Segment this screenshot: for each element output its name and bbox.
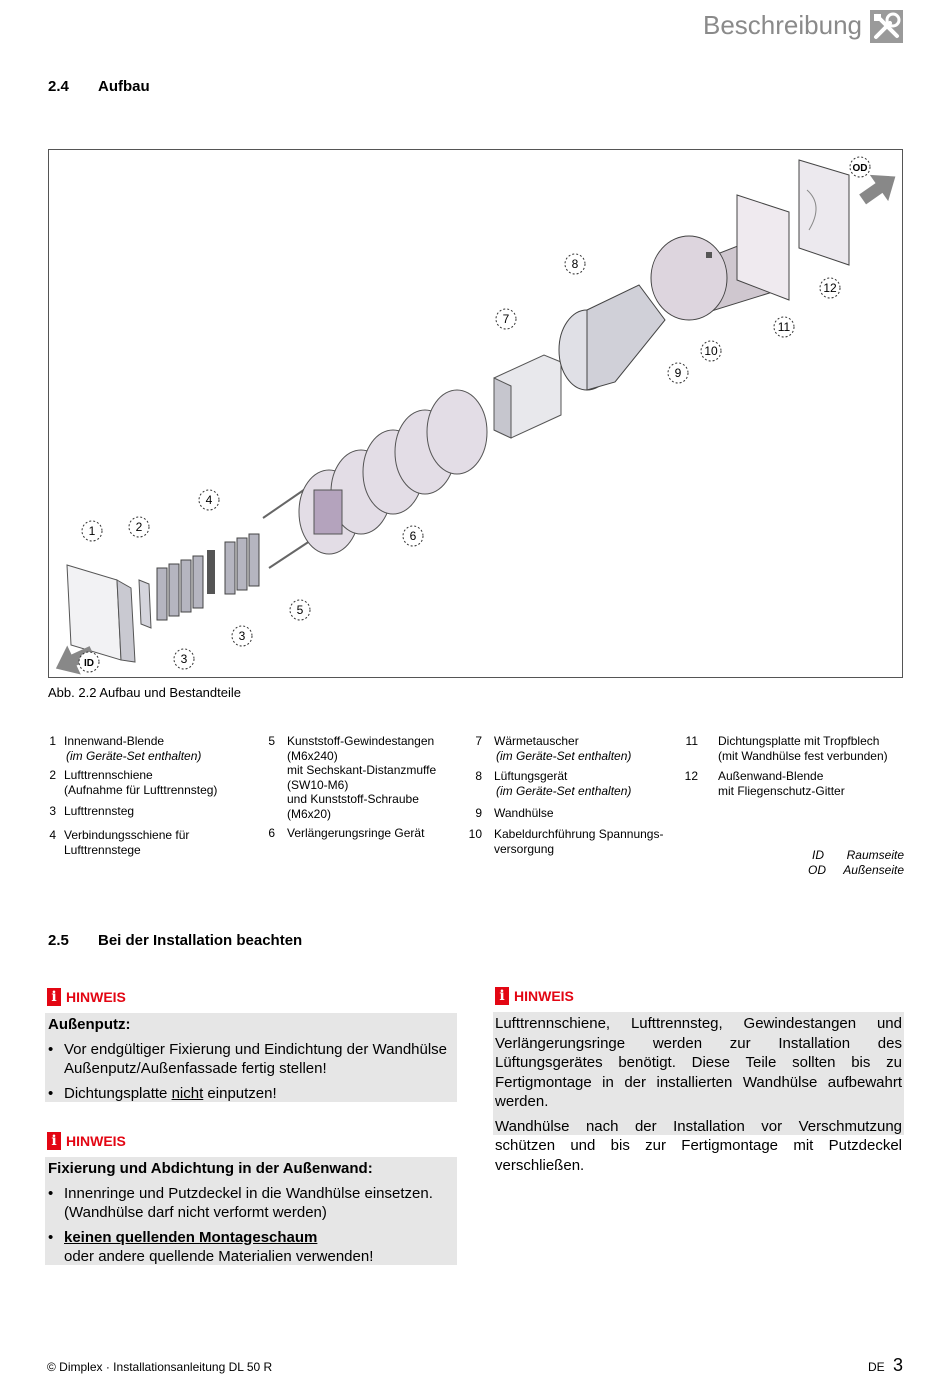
- legend-item: 11 Dichtungsplatte mit Tropfblech (mit Wandhülse fest verbunden): [685, 734, 888, 763]
- svg-text:6: 6: [409, 529, 417, 543]
- footer-copyright: © Dimplex · Installationsanleitung DL 50 R: [47, 1360, 273, 1374]
- note-bullet: • Vor endgültiger Fixierung und Eindichtung der Wandhülse Außenputz/Außenfassade fertig stellen!: [48, 1040, 454, 1079]
- svg-text:ID: ID: [84, 658, 94, 669]
- legend-item: 5 Kunststoff-Gewindestangen (M6x240) mit Sechskant-Distanzmuffe (SW10-M6) und Kunststoff-Schraube (M6x20): [268, 734, 437, 821]
- note-box-storage: [493, 1012, 904, 1174]
- heat-exchanger-part: [494, 355, 561, 438]
- legend-item: 3 Lufttrennsteg: [49, 804, 135, 818]
- svg-text:11: 11: [777, 320, 791, 334]
- legend-item: 2 Lufttrennschiene (Aufnahme für Lufttrennsteg): [49, 768, 218, 797]
- extension-ring-part: [299, 390, 487, 554]
- note-bullet: • Innenringe und Putzdeckel in die Wandhülse einsetzen. (Wandhülse darf nicht verformt werden): [48, 1184, 454, 1223]
- ventilation-unit-part: [559, 285, 665, 390]
- page-number: 3: [893, 1355, 904, 1375]
- inner-wall-cover-part: [67, 565, 135, 662]
- svg-text:10: 10: [704, 344, 718, 358]
- legend-item: 8 Lüftungsgerät (im Geräte-Set enthalten): [475, 769, 632, 798]
- svg-text:4: 4: [205, 493, 213, 507]
- note-title: Fixierung und Abdichtung in der Außenwand:: [48, 1160, 373, 1177]
- exploded-view-figure: [48, 149, 903, 678]
- legend-column-2: [259, 734, 459, 844]
- svg-text:2: 2: [135, 520, 143, 534]
- legend-item: 6 Verlängerungsringe Gerät: [268, 826, 425, 840]
- note-paragraph: Lufttrennschiene, Lufttrennsteg, Gewindestangen und Verlängerungsringe werden zur Installation des Lüftungsgerätes benötigt. Diese Teile sollten bis zu Fertigmontage in der installierten Wandhülse aufbewahrt werden.: [495, 1015, 902, 1110]
- section-title: Bei der Installation beachten: [98, 932, 303, 949]
- svg-text:OD: OD: [852, 163, 868, 174]
- svg-text:5: 5: [296, 603, 304, 617]
- note-bullet: • keinen quellenden Montageschaum oder andere quellende Materialien verwenden!: [48, 1228, 454, 1267]
- air-separation-rail-part: [139, 580, 151, 628]
- info-icon: i: [495, 987, 509, 1005]
- legend-item: 9 Wandhülse: [475, 806, 554, 820]
- callout-6: [403, 526, 423, 546]
- hinweis-label: i HINWEIS: [495, 987, 574, 1005]
- legend-item: 1 Innenwand-Blende (im Geräte-Set enthalten): [49, 734, 202, 763]
- svg-text:12: 12: [823, 281, 837, 295]
- callout-3b: [232, 626, 252, 646]
- svg-text:8: 8: [571, 257, 579, 271]
- callout-7: [496, 309, 516, 329]
- callout-3a: [174, 649, 194, 669]
- legend-item: 7 Wärmetauscher (im Geräte-Set enthalten): [475, 734, 632, 763]
- section-number: 2.5: [48, 932, 69, 949]
- callout-1: [82, 521, 102, 541]
- note-title: Außenputz:: [48, 1016, 131, 1033]
- svg-text:9: 9: [674, 366, 682, 380]
- footer-language: DE: [868, 1360, 885, 1374]
- svg-text:3: 3: [180, 652, 188, 666]
- note-bullet: • Dichtungsplatte nicht einputzen!: [48, 1084, 454, 1104]
- callout-5: [290, 600, 310, 620]
- tools-icon: [870, 10, 903, 43]
- connecting-rail-part: [207, 550, 215, 594]
- note-box-exterior-plaster: [45, 1013, 457, 1102]
- callout-10: [701, 341, 721, 361]
- legend-column-4: [684, 734, 906, 804]
- svg-text:7: 7: [502, 312, 510, 326]
- callout-11: [774, 317, 794, 337]
- figure-caption: Abb. 2.2 Aufbau und Bestandteile: [48, 685, 241, 700]
- info-icon: i: [47, 988, 61, 1006]
- legend-item: 10 Kabeldurchführung Spannungs- versorgung: [468, 827, 664, 856]
- legend-item: 12 Außenwand-Blende mit Fliegenschutz-Gitter: [684, 769, 845, 798]
- exploded-view-drawing: [49, 150, 902, 677]
- callout-id: [79, 652, 99, 672]
- callout-2: [129, 517, 149, 537]
- hinweis-label: i HINWEIS: [47, 988, 126, 1006]
- callout-9: [668, 363, 688, 383]
- callout-4: [199, 490, 219, 510]
- legend-column-3: [466, 734, 676, 861]
- hinweis-label: i HINWEIS: [47, 1132, 126, 1150]
- note-box-fixing-sealing: [45, 1157, 457, 1265]
- header-title: Beschreibung: [703, 10, 862, 40]
- legend-item: 4 Verbindungsschiene für Lufttrennstege: [49, 828, 190, 857]
- section-number: 2.4: [48, 78, 69, 95]
- abbreviation-list: ID Raumseite OD Außenseite: [808, 848, 904, 877]
- note-paragraph: Wandhülse nach der Installation vor Verschmutzung schützen und bis zur Fertigmontage mit Putzdeckel verschließen.: [495, 1117, 902, 1174]
- svg-text:1: 1: [88, 524, 96, 538]
- callout-12: [820, 278, 840, 298]
- callout-od: [850, 157, 870, 177]
- outer-wall-cover-part: [799, 160, 849, 265]
- svg-text:3: 3: [238, 629, 246, 643]
- callout-8: [565, 254, 585, 274]
- info-icon: i: [47, 1132, 61, 1150]
- section-title: Aufbau: [98, 78, 150, 95]
- legend-column-1: [40, 734, 250, 862]
